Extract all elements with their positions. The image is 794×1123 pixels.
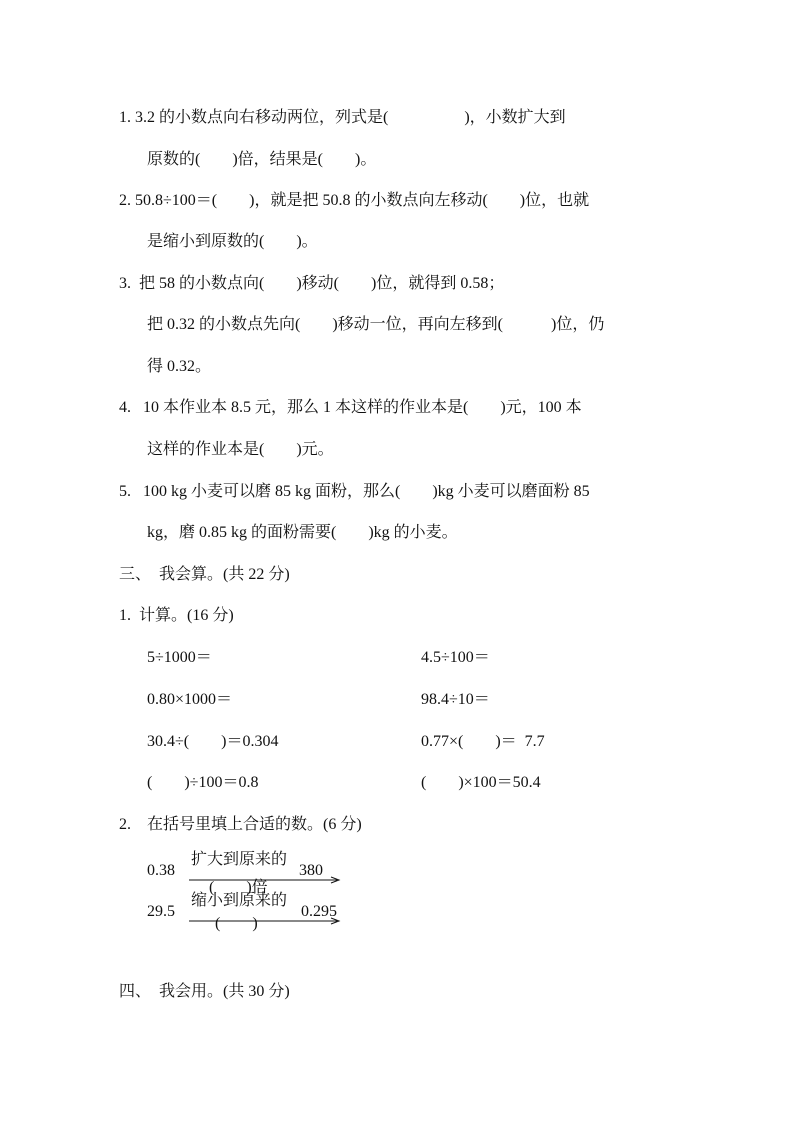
arrow-right-value: 0.295 [301,903,337,920]
calc-item: 30.4÷( )＝0.304 [147,733,279,750]
arrow-top-label: 缩小到原来的 [191,892,288,909]
arrow-bottom-label: ( ) [215,915,258,932]
q2-line-1: 2. 50.8÷100＝( )，就是把 50.8 的小数点向左移动( )位，也就 [119,192,590,209]
calc-item: ( )÷100＝0.8 [147,774,259,791]
calc-item: 5÷1000＝ [147,649,212,666]
section3-q2-title: 2. 在括号里填上合适的数。(6 分) [119,816,362,833]
arrow-top-label: 扩大到原来的 [191,851,288,868]
calc-item: ( )×100＝50.4 [421,774,541,791]
q5-line-2: kg，磨 0.85 kg 的面粉需要( )kg 的小麦。 [147,524,458,541]
q4-line-1: 4. 10 本作业本 8.5 元，那么 1 本这样的作业本是( )元，100 本 [119,399,582,416]
arrow-left-value: 29.5 [147,903,175,920]
q3-line-3: 得 0.32。 [147,358,212,375]
q2-line-2: 是缩小到原数的( )。 [147,233,318,250]
section4-heading: 四、 我会用。(共 30 分) [119,983,290,1000]
section3-q1-title: 1. 计算。(16 分) [119,607,234,624]
q1-line-2: 原数的( )倍，结果是( )。 [147,151,377,168]
q4-line-2: 这样的作业本是( )元。 [147,441,334,458]
calc-item: 4.5÷100＝ [421,649,490,666]
arrow-bottom-label: ( )倍 [209,879,268,896]
arrow-right-value: 380 [299,862,323,879]
q3-line-1: 3. 把 58 的小数点向( )移动( )位，就得到 0.58； [119,275,505,292]
q3-line-2: 把 0.32 的小数点先向( )移动一位，再向左移到( )位，仍 [147,316,605,333]
calc-item: 0.80×1000＝ [147,691,233,708]
calc-item: 0.77×( )＝ 7.7 [421,733,545,750]
q5-line-1: 5. 100 kg 小麦可以磨 85 kg 面粉，那么( )kg 小麦可以磨面粉 85 [119,483,590,500]
calc-item: 98.4÷10＝ [421,691,490,708]
section3-heading: 三、 我会算。(共 22 分) [119,566,290,583]
arrow-left-value: 0.38 [147,862,175,879]
q1-line-1: 1. 3.2 的小数点向右移动两位，列式是( )，小数扩大到 [119,109,566,126]
